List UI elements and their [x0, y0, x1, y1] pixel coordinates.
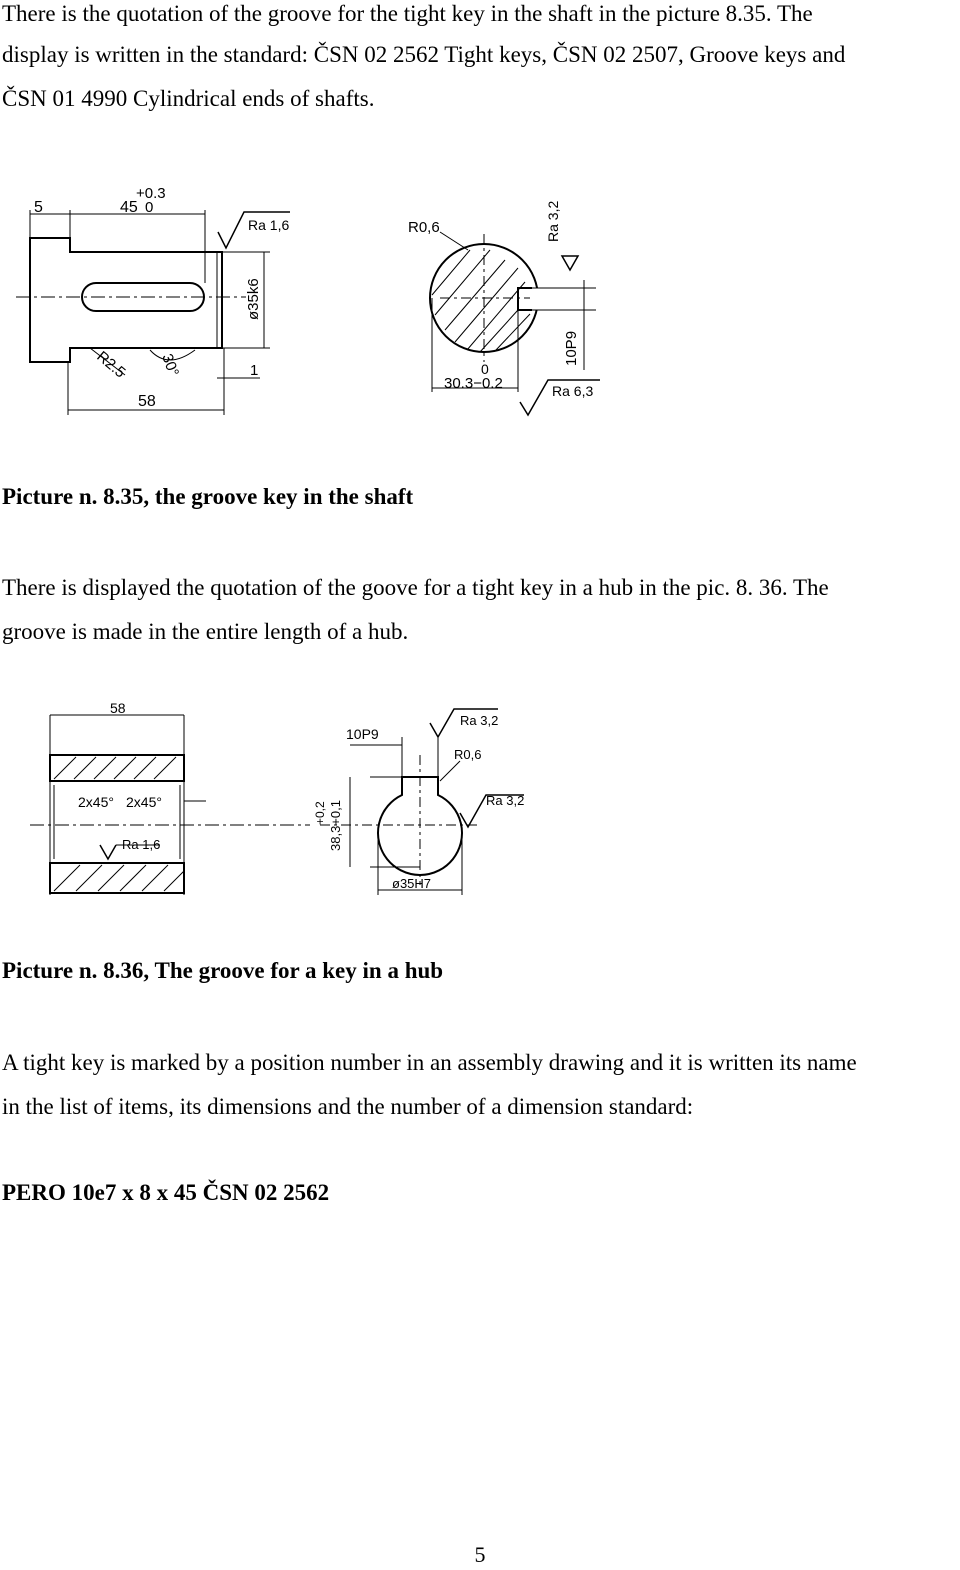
shaft-dim-1: 1 [250, 362, 259, 379]
shaft-dim-5: 5 [34, 199, 43, 216]
intro-line-2: display is written in the standard: ČSN 02 2562 Tight keys, ČSN 02 2507, Groove keys and [2, 42, 846, 67]
hub-radius-label: R0,6 [454, 747, 482, 762]
shaft-dim-45: 45 [120, 199, 138, 216]
figure-shaft-drawing [0, 170, 660, 430]
hub-roughness-label: Ra 1,6 [122, 837, 161, 852]
hub-chamfer-2: 2x45° [126, 794, 162, 810]
hub-roughness-top: Ra 3,2 [460, 713, 499, 728]
shaft-tol-low: 0 [145, 199, 154, 216]
hub-dim-tol: +0,2 [313, 801, 327, 825]
key-designation: PERO 10e7 x 8 x 45 ČSN 02 2562 [2, 1180, 330, 1205]
shaft-radius-label: R2.5 [93, 348, 129, 382]
page-number: 5 [474, 1542, 486, 1567]
section-dim-label: 30.3−0.2 [444, 375, 503, 392]
hub-line-2: groove is made in the entire length of a hub. [2, 619, 409, 644]
shaft-dim-58: 58 [138, 393, 156, 410]
section-dim-up: 0 [481, 361, 489, 377]
figure-caption-8-36: Picture n. 8.36, The groove for a key in a hub [2, 958, 444, 983]
hub-dim-58: 58 [110, 700, 126, 716]
shaft-diameter-label: ø35k6 [245, 278, 262, 320]
hub-diameter-label: ø35H7 [392, 876, 432, 891]
hub-line-1: There is displayed the quotation of the goove for a tight key in a hub in the pic. 8. 36. The [2, 575, 829, 600]
intro-line-3: ČSN 01 4990 Cylindrical ends of shafts. [2, 86, 375, 111]
key-line-1: A tight key is marked by a position number in an assembly drawing and it is written its name [2, 1050, 857, 1075]
hub-dim-label: 38,3+0,1 [328, 800, 343, 851]
shaft-tol-up: +0.3 [136, 185, 166, 202]
section-roughness-bottom: Ra 6,3 [552, 383, 594, 399]
hub-width-label: 10P9 [346, 726, 379, 742]
figure-caption-8-35: Picture n. 8.35, the groove key in the shaft [2, 484, 414, 509]
shaft-angle-label: 30° [158, 351, 182, 379]
section-width-label: 10P9 [563, 330, 580, 366]
intro-line-1: There is the quotation of the groove for the tight key in the shaft in the picture 8.35. The [2, 1, 813, 26]
hub-roughness-right: Ra 3,2 [486, 793, 525, 808]
section-radius-label: R0,6 [408, 219, 440, 236]
section-roughness-top: Ra 3,2 [545, 200, 561, 242]
figure-hub-drawing [20, 695, 540, 910]
hub-chamfer-1: 2x45° [78, 794, 114, 810]
shaft-roughness-label: Ra 1,6 [248, 217, 290, 233]
key-line-2: in the list of items, its dimensions and the number of a dimension standard: [2, 1094, 694, 1119]
